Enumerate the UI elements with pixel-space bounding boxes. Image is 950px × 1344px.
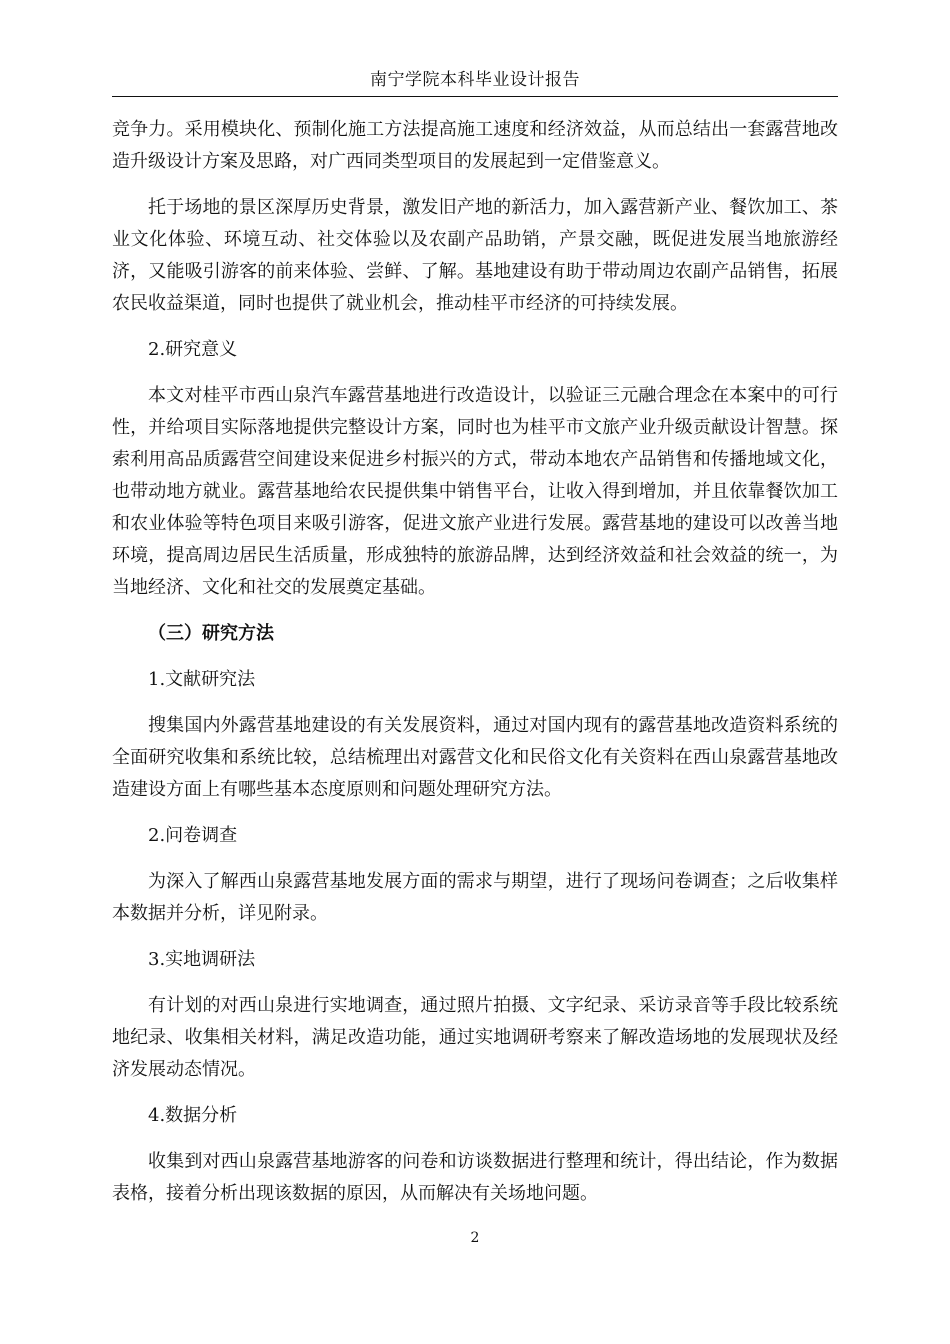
page-header: 南宁学院本科毕业设计报告 xyxy=(370,70,580,90)
heading-data-analysis: 4.数据分析 xyxy=(148,1105,238,1126)
heading-literature-method: 1.文献研究法 xyxy=(148,669,256,690)
header-divider xyxy=(112,96,838,97)
paragraph-field-research: 有计划的对西山泉进行实地调查，通过照片拍摄、文字纪录、采访录音等手段比较系统地纪录、收集相关材料，满足改造功能，通过实地调研考察来了解改造场地的发展现状及经济发展动态情况。 xyxy=(112,995,838,1080)
heading-field-research: 3.实地调研法 xyxy=(148,949,256,970)
page-body xyxy=(112,114,838,1210)
paragraph-questionnaire: 为深入了解西山泉露营基地发展方面的需求与期望，进行了现场问卷调查；之后收集样本数据并分析，详见附录。 xyxy=(112,871,838,924)
paragraph-continuation: 竞争力。采用模块化、预制化施工方法提高施工速度和经济效益，从而总结出一套露营地改造升级设计方案及思路，对广西同类型项目的发展起到一定借鉴意义。 xyxy=(112,119,838,172)
paragraph-literature-method: 搜集国内外露营基地建设的有关发展资料，通过对国内现有的露营基地改造资料系统的全面研究收集和系统比较，总结梳理出对露营文化和民俗文化有关资料在西山泉露营基地改造建设方面上有哪些基本态度原则和问题处理研究方法。 xyxy=(112,715,838,800)
paragraph-data-analysis: 收集到对西山泉露营基地游客的问卷和访谈数据进行整理和统计，得出结论，作为数据表格，接着分析出现该数据的原因，从而解决有关场地问题。 xyxy=(112,1151,838,1204)
page-number: 2 xyxy=(470,1230,480,1246)
heading-research-methods: （三）研究方法 xyxy=(148,623,274,644)
heading-questionnaire: 2.问卷调查 xyxy=(148,825,238,846)
paragraph-background: 托于场地的景区深厚历史背景，激发旧产地的新活力，加入露营新产业、餐饮加工、茶业文化体验、环境互动、社交体验以及农副产品助销，产景交融，既促进发展当地旅游经济，又能吸引游客的前来体验、尝鲜、了解。基地建设有助于带动周边农副产品销售，拓展农民收益渠道，同时也提供了就业机会，推动桂平市经济的可持续发展。 xyxy=(112,197,838,314)
paragraph-research-significance: 本文对桂平市西山泉汽车露营基地进行改造设计，以验证三元融合理念在本案中的可行性，并给项目实际落地提供完整设计方案，同时也为桂平市文旅产业升级贡献设计智慧。探索利用高品质露营空间建设来促进乡村振兴的方式，带动本地农产品销售和传播地域文化，也带动地方就业。露营基地给农民提供集中销售平台，让收入得到增加，并且依靠餐饮加工和农业体验等特色项目来吸引游客，促进文旅产业进行发展。露营基地的建设可以改善当地环境，提高周边居民生活质量，形成独特的旅游品牌，达到经济效益和社会效益的统一，为当地经济、文化和社交的发展奠定基础。 xyxy=(112,385,838,598)
heading-research-significance: 2.研究意义 xyxy=(148,339,238,360)
